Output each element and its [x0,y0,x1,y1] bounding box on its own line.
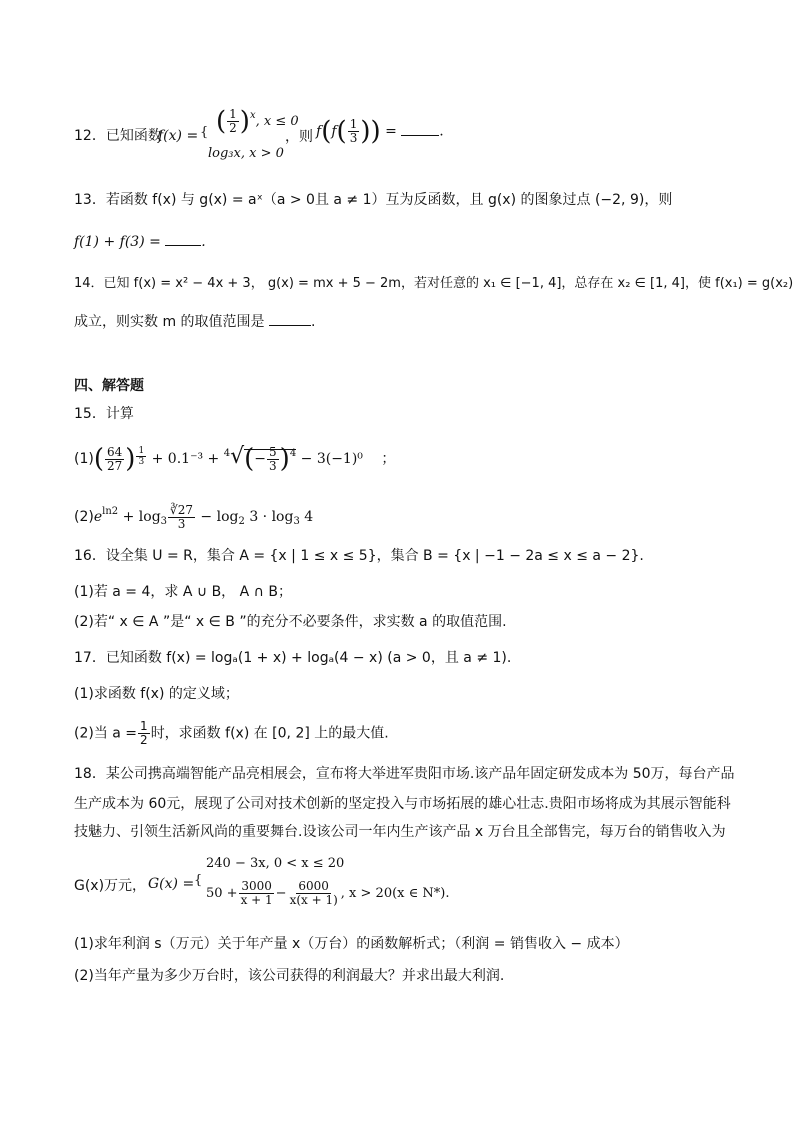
q13-answer-blank [165,233,201,246]
q18-f2-den: x(x + 1) [289,893,338,907]
q17-line3 [74,720,389,747]
q18-case2-b: − [275,886,287,901]
q17-line2: (1)求函数 f(x) 的定义域； [74,686,239,702]
q15-p1-exp-den: 3 [138,457,145,467]
q14-end: . [311,314,316,330]
q18-case2 [206,880,449,907]
q15-p2-end: 4 [304,509,314,525]
q18-end: . [445,886,450,901]
q18-line3: 技魅力、引领生活新风尚的重要舞台.设该公司一年内生产该产品 x 万台且全部售完，每万台的销售收入为 [74,824,726,840]
q12-brace: { [200,125,209,140]
q12-case1-cond: , x ≤ 0 [255,114,299,129]
q18-line1: 18．某公司携高端智能产品亮相展会，宣布将大举进军贵阳市场.该产品年固定研发成本为 50万，每台产品 [74,766,735,782]
q17-line3-post: 时，求函数 f(x) 在 [0, 2] 上的最大值. [150,725,389,742]
q15-p1-label: (1) [74,451,94,467]
q18-case2-cond: , x > 20 [340,886,393,901]
q16-line3: (2)若“ x ∈ A ”是“ x ∈ B ”的充分不必要条件，求实数 a 的取值范围. [74,614,507,630]
q18-domain: (x ∈ N*) [392,886,446,901]
q15-p1-a-den: 27 [107,458,123,473]
q12-inner-den: 3 [349,131,358,145]
q15-p1-radicand: (− $\frac{5}{3}$ )$^4$ [244,444,297,474]
q18-brace: { [194,873,203,888]
q15-part2 [74,502,313,532]
q13-line2 [74,232,206,252]
q18-line6: (2)当年产量为多少万台时，该公司获得的利润最大？并求出最大利润. [74,968,505,984]
q15-p2-log3b-base: 3 [293,516,300,527]
q15-p2-e-exp: ln2 [102,506,119,517]
q12-number: 12．已知函数 [74,128,162,144]
q12-case1-exp: x [249,110,256,121]
q18-case2-a: 50 + [206,886,238,901]
q15-p1-c-den: 3 [269,458,277,473]
q18-g-prefix: G(x)万元， [74,878,147,894]
q15-p1-a-num: 64 [107,444,123,459]
q15-p2-log3-base: 3 [160,516,168,527]
q12-expr-f: f [316,123,322,140]
q14-line1: 14．已知 f(x) = x² − 4x + 3， g(x) = mx + 5 − 2m，若对任意的 x₁ ∈ [−1, 4]，总存在 x₂ ∈ [1, 4]，使 f(x₁) = g(x₂) [74,276,794,291]
q18-line5: (1)求年利润 s（万元）关于年产量 x（万台）的函数解析式；（利润 = 销售收入 − 成本） [74,936,629,952]
q17-line1: 17．已知函数 f(x) = logₐ(1 + x) + logₐ(4 − x) (a > 0，且 a ≠ 1). [74,650,512,666]
q12-expression: f(f( $\frac{1}{3}$ )) = . [316,116,444,147]
q15-p1-root-index: 4 [223,448,231,459]
q15-p2-e: e [93,509,103,525]
q18-f1-num: 3000 [241,879,272,893]
q12-expr-inner-f: f [331,123,337,140]
q12-end: . [439,123,444,140]
section-4-title: 四、解答题 [74,378,144,394]
q14-text: 成立，则实数 m 的取值范围是 [74,314,265,330]
q18-f1-den: x + 1 [240,893,273,907]
q12-case1-num: 1 [229,107,237,121]
q14-answer-blank [269,313,311,326]
q18-line2: 生产成本为 60元，展现了公司对技术创新的坚定投入与市场拓展的雄心壮志.贵阳市场将成为其展示智能科 [74,796,731,812]
q15-p2-log2-base: 2 [238,516,245,527]
q15-p1-b: + 0.1⁻³ + [151,451,220,467]
q15-p2-frac-den: 3 [177,516,186,531]
q12-case1-den: 2 [229,121,237,135]
q13-end: . [201,234,206,250]
q15-p2-label: (2) [74,509,94,525]
q17-line3-pre: (2)当 a = [74,725,138,742]
q12-then: ，则 [285,129,313,145]
q15-part1: (1)( $\frac{64}{27}$ ) $\frac{1}{3}$ + 0.1⁻³ + $^4$√(− $\frac{5}{3}$ )$^4$ − 3(−1)⁰ ； [74,444,396,474]
q15-p2-log2: − log [200,509,239,525]
q17-line3-num: 1 [140,719,148,733]
q15-p1-c-exp: 4 [289,448,297,459]
q16-line2: (1)若 a = 4，求 A ∪ B， A ∩ B； [74,584,292,600]
q12-inner-num: 1 [349,117,358,131]
q15-p1-exp-num: 1 [138,446,145,456]
q18-case1: 240 − 3x, 0 < x ≤ 20 [206,856,345,871]
q16-line1: 16．设全集 U = R，集合 A = {x | 1 ≤ x ≤ 5}，集合 B = {x | −1 − 2a ≤ x ≤ a − 2}. [74,548,644,564]
q15-p2-mid: 3 · log [249,509,294,525]
q12-case2: log₃x, x > 0 [208,146,284,161]
q12-answer-blank [401,123,439,136]
q17-line3-den: 2 [140,733,148,747]
q15-p1-root-sign: √ [230,444,245,469]
q12-equals: = [380,123,397,140]
q15-title: 15．计算 [74,406,134,422]
q18-f2-num: 6000 [298,879,329,893]
q12-case1: ( $\frac{1}{2}$ )$^x$, x ≤ 0 [216,106,299,137]
q15-p1-c-num: 5 [269,444,277,459]
q12-function: f(x) = [158,128,199,144]
q13-expr: f(1) + f(3) = [74,234,161,250]
q13-line1: 13．若函数 f(x) 与 g(x) = aˣ（a > 0且 a ≠ 1）互为反函数，且 g(x) 的图象过点 (−2, 9)，则 [74,192,673,208]
q15-p2-frac-num: ∛27 [170,502,193,517]
q15-p1-end: ； [381,451,396,467]
q14-line2 [74,312,315,332]
q18-g-def: G(x) = [148,876,195,892]
q15-p1-d: − 3(−1)⁰ [300,451,363,467]
q15-p2-log3: + log [122,509,161,525]
